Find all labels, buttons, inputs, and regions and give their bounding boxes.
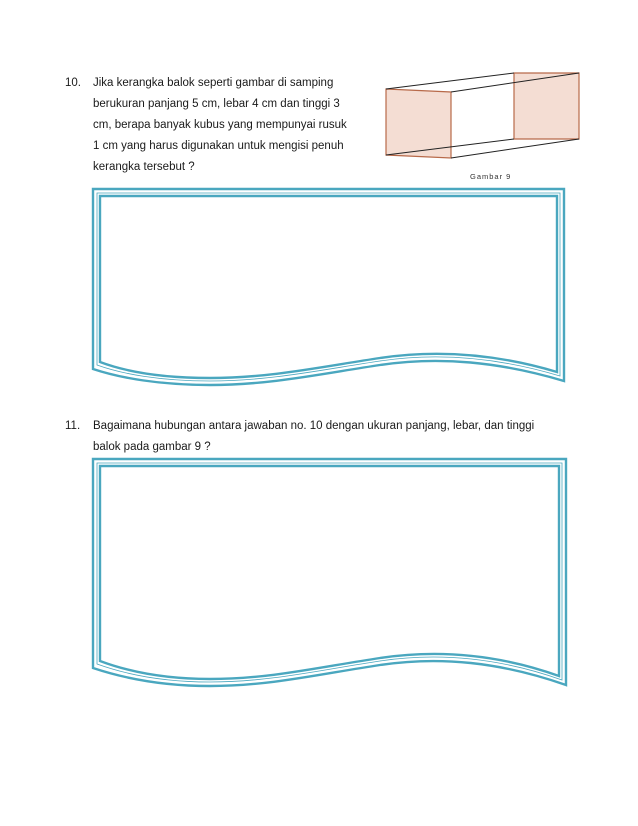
question-10-line-2: berukuran panjang 5 cm, lebar 4 cm dan tinggi 3	[93, 98, 340, 110]
question-10-number: 10.	[65, 77, 81, 89]
question-10-line-4: 1 cm yang harus digunakan untuk mengisi penuh	[93, 140, 344, 152]
question-11-line-2: balok pada gambar 9 ?	[93, 441, 211, 453]
question-10-line-5: kerangka tersebut ?	[93, 161, 195, 173]
figure-caption: Gambar 9	[470, 172, 512, 181]
question-10-line-3: cm, berapa banyak kubus yang mempunyai rusuk	[93, 119, 347, 131]
question-11-number: 11.	[65, 420, 81, 432]
question-10-line-1: Jika kerangka balok seperti gambar di samping	[93, 77, 334, 89]
question-11-line-1: Bagaimana hubungan antara jawaban no. 10 dengan ukuran panjang, lebar, dan tinggi	[93, 420, 535, 432]
